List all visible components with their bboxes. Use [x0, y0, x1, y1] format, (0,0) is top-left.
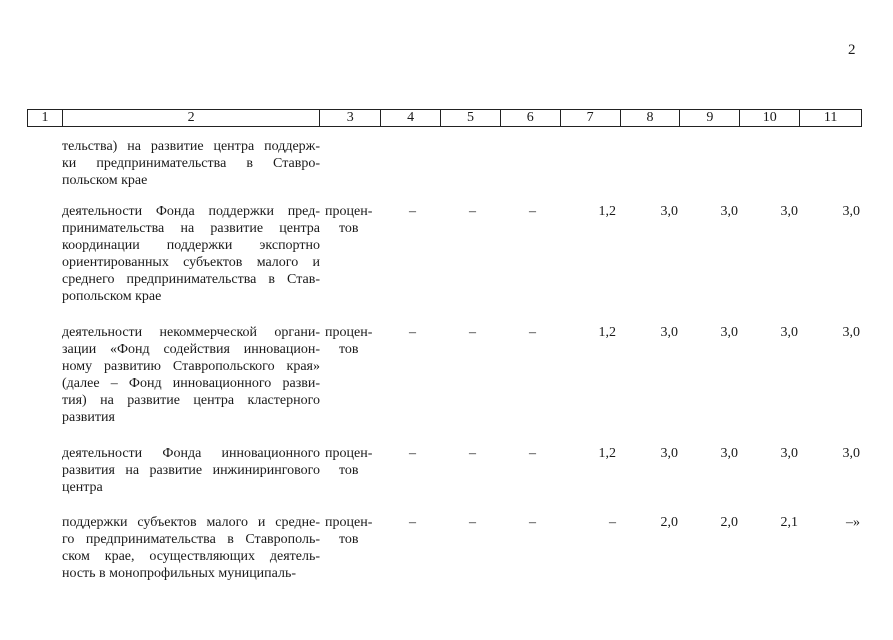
value-cell-col-9: 3,0 — [720, 325, 738, 340]
description-line: ском крае, осуществляющих деятель- — [62, 549, 320, 564]
description-line: ному развитию Ставропольского края» — [62, 359, 320, 374]
description-line: ориентированных субъектов малого и — [62, 255, 320, 270]
value-cell-col-5: – — [469, 325, 476, 340]
value-cell-col-8: 3,0 — [660, 325, 678, 340]
value-cell-col-11: 3,0 — [842, 446, 860, 461]
description-line: тельства) на развитие центра поддерж- — [62, 139, 320, 154]
unit-line: тов — [339, 342, 359, 357]
value-cell-col-9: 2,0 — [720, 515, 738, 530]
value-cell-col-11: 3,0 — [842, 204, 860, 219]
value-cell-col-6: – — [529, 325, 536, 340]
value-cell-col-8: 3,0 — [660, 204, 678, 219]
header-cell: 8 — [621, 110, 681, 126]
unit-line: процен- — [325, 325, 373, 340]
header-cell: 11 — [823, 110, 838, 125]
value-cell-col-4: – — [409, 446, 416, 461]
description-line: принимательства на развитие центра — [62, 221, 320, 236]
value-cell-col-5: – — [469, 515, 476, 530]
row-description — [62, 324, 320, 426]
value-cell-col-4: – — [409, 325, 416, 340]
header-cell: 1 — [28, 110, 63, 126]
description-line: зации «Фонд содействия инновацион- — [62, 342, 320, 357]
description-line: тия) на развитие центра кластерного — [62, 393, 320, 408]
value-cell-col-6: – — [529, 204, 536, 219]
value-cell-col-4: – — [409, 204, 416, 219]
unit-line: процен- — [325, 204, 373, 219]
value-cell-col-5: – — [469, 446, 476, 461]
header-cell: 3 — [320, 110, 381, 126]
value-cell-col-8: 3,0 — [660, 446, 678, 461]
description-line: го предпринимательства в Ставрополь- — [62, 532, 320, 547]
value-cell-col-6: – — [529, 446, 536, 461]
row-description — [62, 445, 320, 496]
value-cell-col-10: 3,0 — [780, 446, 798, 461]
value-cell-col-9: 3,0 — [720, 446, 738, 461]
value-cell-col-10: 2,1 — [780, 515, 798, 530]
value-cell-col-7: – — [609, 515, 616, 530]
header-cell: 4 — [381, 110, 441, 126]
description-line: деятельности Фонда поддержки пред- — [62, 204, 320, 219]
description-line: (далее – Фонд инновационного разви- — [62, 376, 320, 391]
header-cell: 10 — [740, 110, 800, 126]
description-line: развития — [62, 410, 115, 425]
description-line: поддержки субъектов малого и средне- — [62, 515, 320, 530]
value-cell-col-5: – — [469, 204, 476, 219]
description-line: ропольском крае — [62, 289, 162, 304]
description-line: центра — [62, 480, 103, 495]
header-cell: 2 — [63, 110, 320, 126]
unit-line: процен- — [325, 446, 373, 461]
table-header-row — [27, 109, 862, 127]
header-cell: 9 — [680, 110, 740, 126]
value-cell-col-10: 3,0 — [780, 204, 798, 219]
description-line: развития на развитие инжинирингового — [62, 463, 320, 478]
header-cell: 6 — [501, 110, 561, 126]
value-cell-col-9: 3,0 — [720, 204, 738, 219]
description-line: польском крае — [62, 173, 148, 188]
value-cell-col-10: 3,0 — [780, 325, 798, 340]
unit-line: тов — [339, 532, 359, 547]
description-line: ность в монопрофильных муниципаль- — [62, 566, 297, 581]
value-cell-col-7: 1,2 — [598, 204, 616, 219]
value-cell-col-11: –» — [846, 515, 860, 530]
description-line: среднего предпринимательства в Став- — [62, 272, 320, 287]
value-cell-col-7: 1,2 — [598, 446, 616, 461]
description-line: деятельности Фонда инновационного — [62, 446, 320, 461]
description-line: координации поддержки экспортно — [62, 238, 320, 253]
value-cell-col-8: 2,0 — [660, 515, 678, 530]
page-number: 2 — [848, 42, 856, 58]
unit-line: процен- — [325, 515, 373, 530]
header-cell: 7 — [561, 110, 621, 126]
row-description — [62, 203, 320, 305]
header-cell: 5 — [441, 110, 501, 126]
value-cell-col-7: 1,2 — [598, 325, 616, 340]
unit-line: тов — [339, 463, 359, 478]
value-cell-col-4: – — [409, 515, 416, 530]
unit-line: тов — [339, 221, 359, 236]
row-description — [62, 514, 320, 582]
description-line: ки предпринимательства в Ставро- — [62, 156, 320, 171]
row-description — [62, 138, 320, 189]
value-cell-col-11: 3,0 — [842, 325, 860, 340]
value-cell-col-6: – — [529, 515, 536, 530]
description-line: деятельности некоммерческой органи- — [62, 325, 320, 340]
